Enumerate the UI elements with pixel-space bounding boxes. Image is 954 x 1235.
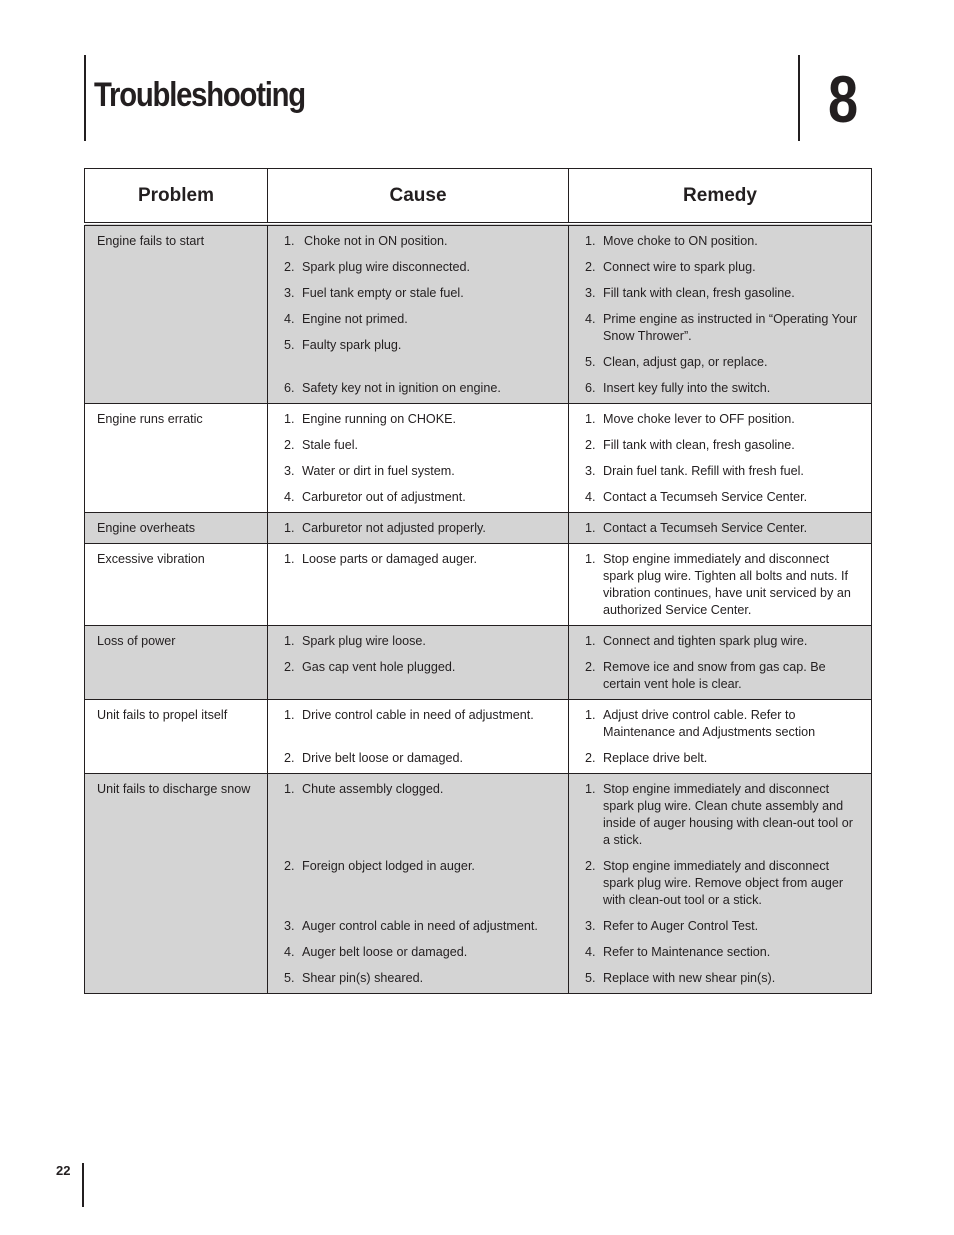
list-item: 1. Spark plug wire loose. <box>284 634 426 648</box>
list-item: 1. Drive control cable in need of adjustment. <box>284 708 534 722</box>
list-item: 1. Move choke to ON position. <box>585 234 758 248</box>
list-item: 1. Contact a Tecumseh Service Center. <box>585 521 808 535</box>
table-header-row <box>85 169 872 225</box>
remedy-cell <box>569 513 872 544</box>
problem-cell: Engine fails to start <box>85 224 268 404</box>
list-item: 4. Engine not primed. <box>284 312 408 326</box>
list-item: 5. Shear pin(s) sheared. <box>284 971 424 985</box>
list-item: 1. Stop engine immediately and disconnect spark plug wire. Clean chute assembly and inside of auger housing with clean-out tool or a stick. <box>585 782 853 847</box>
list-item: 1. Carburetor not adjusted properly. <box>284 521 486 535</box>
list-item: 1. Adjust drive control cable. Refer to Maintenance and Adjustments section <box>585 708 816 739</box>
list-item: 1. Stop engine immediately and disconnect spark plug wire. Tighten all bolts and nuts. If vibration continues, have unit serviced by an authorized Service Center. <box>585 552 851 617</box>
list-item: 2. Spark plug wire disconnected. <box>284 260 471 274</box>
list-item: 5. Replace with new shear pin(s). <box>585 971 776 985</box>
remedy-cell <box>569 626 872 700</box>
cause-cell <box>268 513 569 544</box>
list-item: 5. Faulty spark plug. <box>284 338 402 352</box>
table-row <box>85 774 872 994</box>
chapter-number: 8 <box>828 62 859 136</box>
list-item: 2. Stop engine immediately and disconnect spark plug wire. Remove object from auger with clean-out tool or a stick. <box>585 859 844 907</box>
page-title: Troubleshooting <box>94 76 305 114</box>
list-item: 2. Remove ice and snow from gas cap. Be certain vent hole is clear. <box>585 660 826 691</box>
table-row <box>85 626 872 700</box>
list-item: 1. Engine running on CHOKE. <box>284 412 457 426</box>
list-item: 6. Insert key fully into the switch. <box>585 381 771 395</box>
list-item: 2. Stale fuel. <box>284 438 359 452</box>
list-item: 4. Refer to Maintenance section. <box>585 945 771 959</box>
problem-cell: Unit fails to propel itself <box>85 700 268 774</box>
list-item: 5. Clean, adjust gap, or replace. <box>585 355 768 369</box>
list-item: 3. Water or dirt in fuel system. <box>284 464 455 478</box>
cause-cell <box>268 626 569 700</box>
list-item: 3. Refer to Auger Control Test. <box>585 919 759 933</box>
list-item: 2. Drive belt loose or damaged. <box>284 751 464 765</box>
list-item: 3. Drain fuel tank. Refill with fresh fuel. <box>585 464 804 478</box>
table-row <box>85 224 872 404</box>
problem-cell: Excessive vibration <box>85 544 268 626</box>
column-header-remedy: Remedy <box>569 169 872 225</box>
list-item: 2. Replace drive belt. <box>585 751 708 765</box>
list-item: 1. Move choke lever to OFF position. <box>585 412 795 426</box>
page-number: 22 <box>56 1163 71 1178</box>
cause-cell <box>268 544 569 626</box>
list-item: 3. Fill tank with clean, fresh gasoline. <box>585 286 795 300</box>
list-item: 2. Connect wire to spark plug. <box>585 260 756 274</box>
list-item: 3. Auger control cable in need of adjustment. <box>284 919 538 933</box>
cause-cell <box>268 700 569 774</box>
list-item: 3. Fuel tank empty or stale fuel. <box>284 286 464 300</box>
list-item: 6. Safety key not in ignition on engine. <box>284 381 501 395</box>
problem-cell: Unit fails to discharge snow <box>85 774 268 994</box>
list-item: 4. Auger belt loose or damaged. <box>284 945 468 959</box>
list-item: 1. Connect and tighten spark plug wire. <box>585 634 808 648</box>
table-row <box>85 700 872 774</box>
list-item: 4. Prime engine as instructed in “Operating Your Snow Thrower”. <box>585 312 858 343</box>
list-item: 1. Loose parts or damaged auger. <box>284 552 478 566</box>
remedy-cell <box>569 224 872 404</box>
problem-cell: Engine overheats <box>85 513 268 544</box>
cause-cell <box>268 224 569 404</box>
column-header-cause: Cause <box>268 169 569 225</box>
column-header-problem: Problem <box>85 169 268 225</box>
list-item: 4. Contact a Tecumseh Service Center. <box>585 490 808 504</box>
header-rule-left <box>84 55 86 141</box>
list-item: 2. Fill tank with clean, fresh gasoline. <box>585 438 795 452</box>
remedy-cell <box>569 700 872 774</box>
troubleshooting-table <box>84 168 872 994</box>
cause-cell <box>268 404 569 513</box>
list-item: 1. Chute assembly clogged. <box>284 782 444 796</box>
list-item: 2. Gas cap vent hole plugged. <box>284 660 456 674</box>
table-row <box>85 544 872 626</box>
remedy-cell <box>569 774 872 994</box>
list-item: 2. Foreign object lodged in auger. <box>284 859 475 873</box>
table-row <box>85 404 872 513</box>
list-item: 4. Carburetor out of adjustment. <box>284 490 466 504</box>
problem-cell: Loss of power <box>85 626 268 700</box>
cause-cell <box>268 774 569 994</box>
remedy-cell <box>569 544 872 626</box>
footer-rule <box>82 1163 84 1207</box>
problem-cell: Engine runs erratic <box>85 404 268 513</box>
remedy-cell <box>569 404 872 513</box>
list-item: 1. Choke not in ON position. <box>284 234 448 248</box>
header-rule-right <box>798 55 800 141</box>
table-row <box>85 513 872 544</box>
